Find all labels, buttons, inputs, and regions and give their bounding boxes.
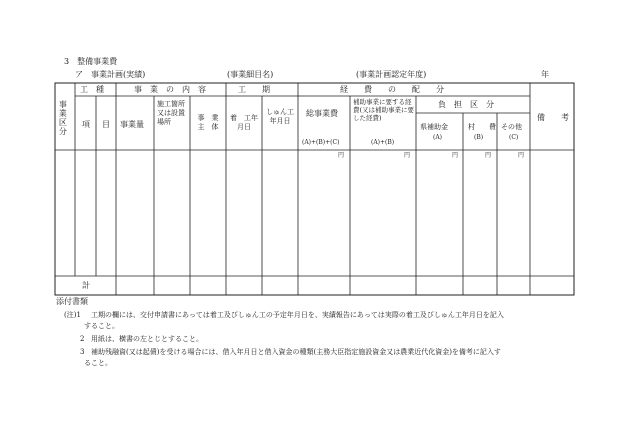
col-subsidy-cost: 補助事業に要する経費(又は補助事業に要した経費) (353, 98, 415, 123)
note-2-line1: 用紙は、横書の左とじとすること。 (91, 335, 203, 343)
col-location: 施工箇所又は設置場所 (157, 100, 185, 126)
group-koshu: 工 種 (80, 85, 104, 94)
col-village: 村 費 (468, 123, 496, 131)
col-remarks: 備 考 (537, 113, 569, 122)
note-3-number: 3 (80, 348, 85, 356)
note-3-line2: ること。 (84, 359, 112, 367)
col-start: 着 工年月日 (230, 114, 258, 131)
project-name-label: (事業細目名) (227, 70, 274, 79)
col-project-type: 事業区分 (58, 100, 68, 136)
group-period: 工 期 (238, 85, 270, 94)
col-grant-code: (A) (433, 134, 443, 141)
unit-total: 円 (338, 152, 345, 159)
unit-village: 円 (485, 152, 492, 159)
col-total: 総事業費 (306, 109, 338, 118)
subheading-label: ア 事業計画(実績) (75, 70, 146, 79)
col-kou: 項 (82, 120, 90, 129)
total-label: 計 (82, 281, 90, 290)
unit-other: 円 (518, 152, 525, 159)
col-other: その他 (501, 123, 522, 131)
col-volume: 事業量 (120, 120, 144, 129)
col-operator: 事 業 主 体 (197, 114, 226, 131)
unit-grant: 円 (452, 152, 459, 159)
col-total-formula: (A)+(B)+(C) (302, 139, 340, 146)
col-village-code: (B) (474, 134, 484, 141)
year-label: 年 (541, 70, 549, 79)
col-subsidy-formula: (A)+(B) (371, 139, 395, 146)
section-title: 3 整備事業費 (64, 57, 118, 66)
note-1-line1: 工期の欄には、交付申請書にあっては着工及びしゅん工の予定年月日を、実績報告にあっては実際の着工及びしゅん工年月日を記入 (91, 311, 504, 319)
note-3-line1: 補助残融資(又は起債)を受ける場合には、借入年月日と借入資金の種類(主務大臣指定施設資金又は農業近代化資金)を備考に記入す (91, 348, 501, 356)
note-1-line2: すること。 (84, 322, 119, 330)
note-1-number: (注)1 (64, 311, 81, 319)
group-costs: 経 費 の 配 分 (340, 85, 444, 94)
col-other-code: (C) (509, 134, 519, 141)
group-burden: 負 担 区 分 (438, 100, 494, 109)
approval-year-label: (事業計画認定年度) (356, 70, 427, 79)
col-grant: 県補助金 (420, 123, 448, 131)
attachments-label: 添付書類 (56, 297, 88, 306)
note-2-number: 2 (80, 335, 85, 343)
unit-subsidy: 円 (404, 152, 411, 159)
group-content: 事 業 の 内 容 (134, 85, 206, 94)
col-moku: 目 (102, 120, 110, 129)
col-end: しゅん工年月日 (266, 108, 294, 125)
